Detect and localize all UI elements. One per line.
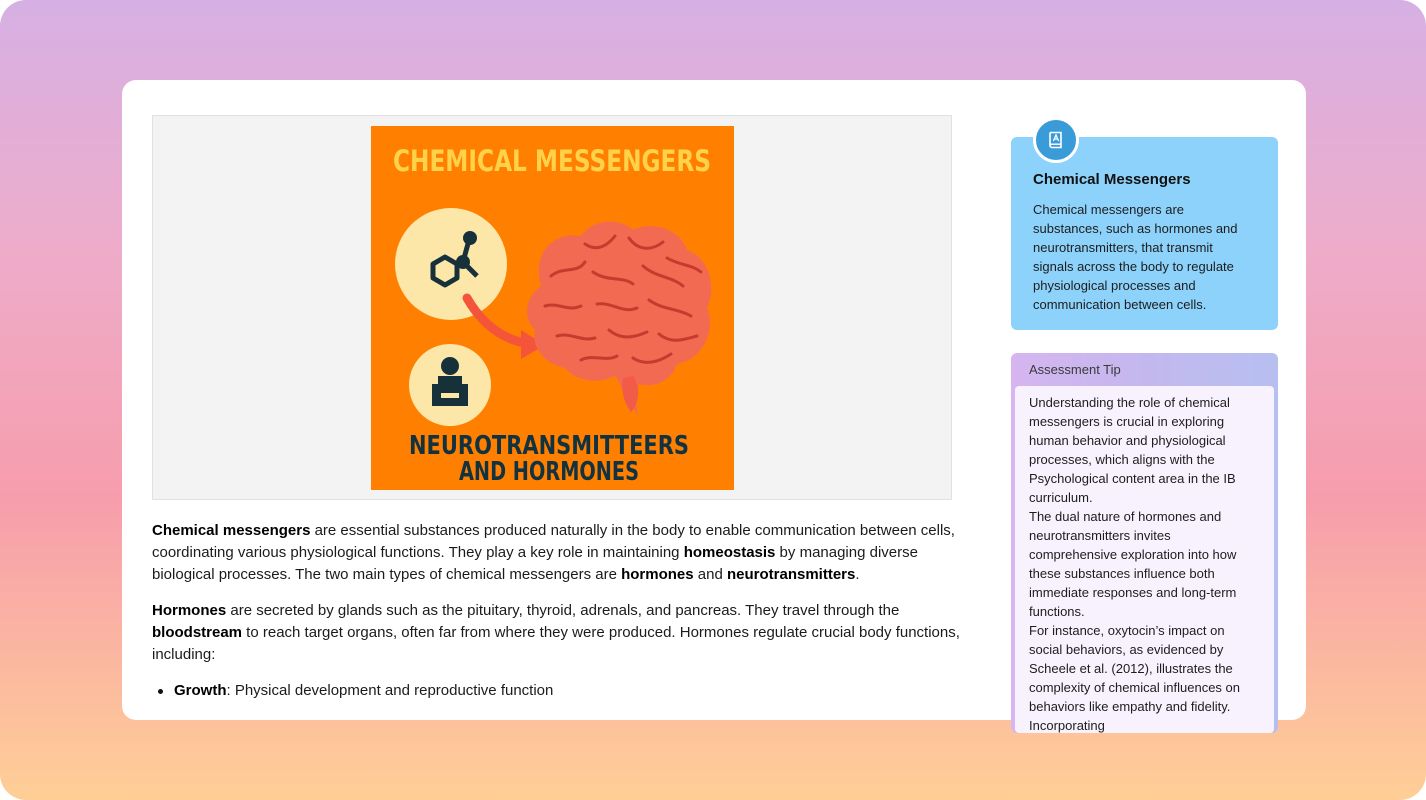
chemical-messengers-illustration bbox=[371, 126, 734, 490]
assessment-tip-body bbox=[1015, 386, 1274, 733]
article-body bbox=[152, 520, 962, 702]
tip-paragraph: Understanding the role of chemical messengers is crucial in exploring human behavior and physiological processes, which aligns with the Psychological content area in the IB curriculum. bbox=[1029, 395, 1236, 505]
hormones-paragraph bbox=[152, 600, 962, 666]
definition-text: Chemical messengers are substances, such as hormones and neurotransmitters, that transmit signals across the body to regulate physiological processes and communication between cells. bbox=[1033, 202, 1238, 312]
assessment-tip-header: Assessment Tip bbox=[1029, 362, 1121, 377]
hormone-functions-list bbox=[152, 680, 962, 702]
text-span: . bbox=[855, 566, 860, 583]
term-chemical-messengers: Chemical messengers bbox=[152, 522, 311, 539]
term-homeostasis: homeostasis bbox=[683, 544, 776, 561]
figure-container bbox=[152, 115, 952, 500]
text-span: are secreted by glands such as the pituitary, thyroid, adrenals, and pancreas. They travel through the bbox=[226, 602, 900, 619]
text-span: by managing diverse biological processes. The two main types of chemical messengers are bbox=[152, 544, 918, 583]
poster-subtitle-line2: AND HORMONES bbox=[459, 457, 639, 487]
text-span: to reach target organs, often far from where they were produced. Hormones regulate crucial body functions, including: bbox=[152, 624, 960, 663]
sidebar bbox=[1011, 80, 1279, 733]
definition-card bbox=[1011, 137, 1278, 330]
molecule-icon bbox=[395, 208, 507, 320]
term-neurotransmitters: neurotransmitters bbox=[727, 566, 856, 583]
term-hormones-heading: Hormones bbox=[152, 602, 227, 619]
lesson-card bbox=[122, 80, 1306, 733]
book-icon bbox=[1033, 117, 1079, 163]
text-span: are essential substances produced naturally in the body to enable communication between cells, coordinating various physiological functions. They play a key role in maintaining bbox=[152, 522, 955, 561]
term-bloodstream: bloodstream bbox=[152, 624, 243, 641]
tip-paragraph: The dual nature of hormones and neurotransmitters invites comprehensive exploration into how these substances influence both immediate responses and long-term functions. bbox=[1029, 509, 1237, 619]
person-icon bbox=[409, 344, 491, 426]
poster-subtitle-line1: NEUROTRANSMITTEERS bbox=[409, 431, 689, 461]
poster-title: CHEMICAL MESSENGERS bbox=[393, 144, 711, 178]
list-item-term: Growth bbox=[174, 682, 227, 699]
list-item-text: : Physical development and reproductive function bbox=[226, 682, 554, 699]
definition-title: Chemical Messengers bbox=[1033, 171, 1191, 188]
tip-paragraph: For instance, oxytocin’s impact on social behaviors, as evidenced by Scheele et al. (2012), illustrates the complexity of chemical influences on behaviors like empathy and fidelity. Incorporating bbox=[1029, 623, 1240, 733]
term-hormones: hormones bbox=[621, 566, 694, 583]
list-item bbox=[158, 680, 962, 702]
intro-paragraph bbox=[152, 520, 962, 586]
assessment-tip-card bbox=[1011, 353, 1278, 733]
text-span: and bbox=[693, 566, 727, 583]
